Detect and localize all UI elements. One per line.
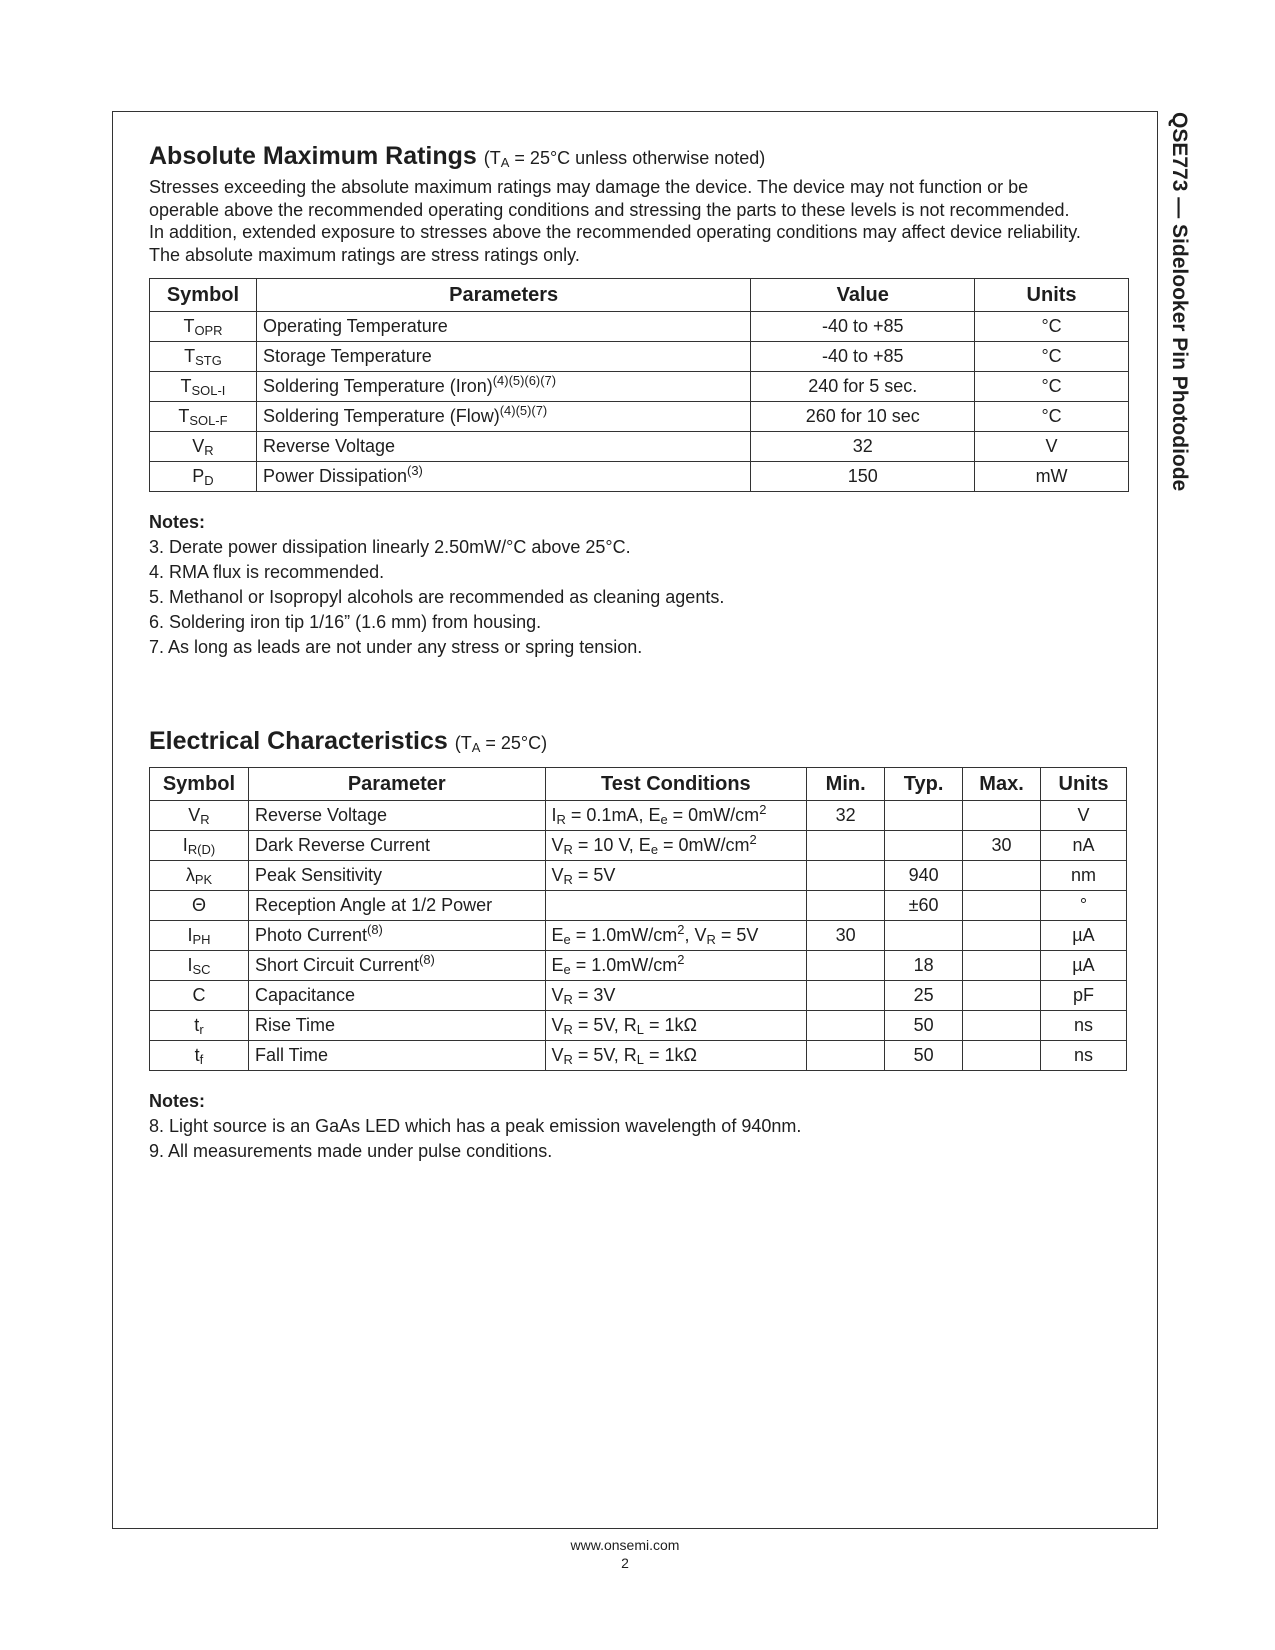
elec-condition: $(T_A = 25^\circ C)$ (454, 733, 548, 756)
abs-max-condition: ($T_A = 25^\circ C$ unless otherwise noted) (483, 148, 766, 171)
symbol-main: I (187, 955, 193, 975)
parameter-cell (248, 1041, 545, 1071)
symbol-main: I (187, 925, 193, 945)
max-cell (963, 861, 1041, 891)
col-header-test-conditions: Test Conditions (545, 768, 807, 801)
symbol-subscript: R (204, 443, 214, 459)
note-item: 8. Light source is an GaAs LED which has a peak emission wavelength of 940nm. (149, 1116, 802, 1136)
table-row (150, 801, 1127, 831)
symbol-cell (150, 432, 257, 462)
test-conditions-cell (545, 831, 807, 861)
intro-line: operable above the recommended operating conditions and stressing the parts to these levels is not recommended. (149, 199, 1070, 220)
test-condition-part: = 10 V, E (572, 835, 651, 855)
units-cell: ns (1041, 1011, 1127, 1041)
symbol-cell (150, 372, 257, 402)
max-cell: 30 (963, 831, 1041, 861)
min-cell (807, 861, 885, 891)
units-cell: nm (1041, 861, 1127, 891)
parameter-cell (248, 861, 545, 891)
test-conditions-cell (545, 801, 807, 831)
value-cell: 260 for 10 sec (751, 402, 975, 432)
test-conditions-cell (545, 891, 807, 921)
parameter-cell (248, 801, 545, 831)
notes-title: Notes: (149, 1091, 206, 1111)
table-row (150, 312, 1129, 342)
test-condition-part: V (551, 1045, 564, 1065)
note-item: 5. Methanol or Isopropyl alcohols are recommended as cleaning agents. (149, 587, 725, 607)
elec-table (149, 767, 1127, 1071)
units-cell: °C (975, 342, 1129, 372)
abs-max-intro (149, 176, 1129, 266)
symbol-subscript: STG (195, 353, 222, 369)
parameter-text: Peak Sensitivity (254, 865, 383, 885)
test-condition-part: = 0mW/cm (658, 835, 750, 855)
min-cell (807, 981, 885, 1011)
units-cell: µA (1041, 951, 1127, 981)
parameter-cell (248, 831, 545, 861)
symbol-cell (150, 402, 257, 432)
table-row (150, 342, 1129, 372)
min-cell: 30 (807, 921, 885, 951)
units-cell: V (975, 432, 1129, 462)
test-condition-part: e (650, 842, 659, 858)
abs-max-notes (149, 510, 1129, 660)
test-condition-part: I (551, 805, 557, 825)
symbol-cell (150, 342, 257, 372)
test-condition-part: = 1kΩ (644, 1015, 697, 1035)
parameter-cell (256, 342, 750, 372)
symbol-main: T (184, 346, 196, 366)
test-conditions-cell (545, 951, 807, 981)
symbol-subscript: OPR (194, 323, 223, 339)
value-cell: -40 to +85 (751, 342, 975, 372)
test-conditions-cell (545, 981, 807, 1011)
col-header-symbol: Symbol (150, 279, 257, 312)
test-condition-part: R (563, 1052, 573, 1068)
parameter-text: Reverse Voltage (262, 436, 396, 456)
units-cell: pF (1041, 981, 1127, 1011)
footer-url[interactable]: www.onsemi.com (570, 1537, 680, 1553)
test-condition-part: e (563, 932, 571, 948)
table-row (150, 432, 1129, 462)
parameter-cell (248, 921, 545, 951)
test-conditions-cell (545, 921, 807, 951)
min-cell (807, 1011, 885, 1041)
test-condition-part: = 1.0mW/cm (570, 955, 678, 975)
units-cell: µA (1041, 921, 1127, 951)
symbol-main: T (178, 406, 190, 426)
test-condition-part: V (551, 985, 564, 1005)
test-condition-part: E (551, 955, 564, 975)
symbol-main: t (194, 1045, 200, 1065)
symbol-subscript: PK (194, 872, 213, 888)
elec-table-body (150, 801, 1127, 1071)
value-cell: 32 (751, 432, 975, 462)
test-conditions-cell (545, 861, 807, 891)
symbol-main: V (188, 805, 201, 825)
symbol-main: t (194, 1015, 200, 1035)
parameter-cell (256, 432, 750, 462)
typ-cell: 940 (885, 861, 963, 891)
parameter-cell (248, 1011, 545, 1041)
test-condition-part: , V (684, 925, 707, 945)
elec-title: Electrical Characteristics (149, 727, 448, 755)
test-condition-part: L (636, 1052, 645, 1068)
parameter-text: Fall Time (254, 1045, 328, 1065)
max-cell (963, 951, 1041, 981)
abs-max-table (149, 278, 1129, 492)
abs-max-heading (149, 140, 1129, 174)
symbol-main: T (183, 316, 195, 336)
symbol-subscript: SOL-I (191, 383, 226, 399)
test-condition-part: 2 (749, 831, 757, 847)
table-header-row (150, 279, 1129, 312)
test-condition-part: = 5V, R (572, 1045, 637, 1065)
symbol-cell (150, 801, 249, 831)
intro-line: The absolute maximum ratings are stress ratings only. (149, 244, 580, 265)
symbol-subscript: f (199, 1052, 204, 1068)
test-condition-part: R (563, 872, 573, 888)
test-condition-part: R (563, 1022, 573, 1038)
table-row (150, 921, 1127, 951)
parameter-cell (248, 981, 545, 1011)
test-condition-part: 2 (677, 951, 685, 967)
min-cell (807, 831, 885, 861)
footer (0, 1536, 1250, 1572)
symbol-cell (150, 462, 257, 492)
test-condition-part: 2 (677, 921, 685, 937)
symbol-main: V (192, 436, 205, 456)
abs-max-title: Absolute Maximum Ratings (149, 142, 477, 170)
col-header-parameters: Parameters (256, 279, 750, 312)
symbol-main: T (180, 376, 192, 396)
max-cell (963, 1011, 1041, 1041)
test-condition-part: L (636, 1022, 645, 1038)
symbol-cell (150, 951, 249, 981)
symbol-main: C (192, 985, 206, 1005)
test-condition-part: e (660, 812, 668, 828)
test-condition-part: = 0.1mA, E (565, 805, 661, 825)
parameter-text: Storage Temperature (262, 346, 432, 366)
symbol-subscript: SOL-F (189, 413, 228, 429)
typ-cell: 50 (885, 1011, 963, 1041)
typ-cell (885, 921, 963, 951)
max-cell (963, 981, 1041, 1011)
symbol-main: λ (185, 865, 195, 885)
side-title: QSE773 — Sidelooker Pin Photodiode (1168, 112, 1191, 492)
note-reference: (8) (419, 951, 435, 967)
elec-heading (149, 725, 1129, 759)
value-cell: -40 to +85 (751, 312, 975, 342)
parameter-cell (256, 462, 750, 492)
col-header-min: Min. (807, 768, 885, 801)
symbol-cell (150, 1041, 249, 1071)
content (149, 140, 1129, 1164)
col-header-units: Units (1041, 768, 1127, 801)
symbol-main: Θ (191, 895, 206, 915)
intro-line: In addition, extended exposure to stresses above the recommended operating conditions may affect device reliability. (149, 222, 1081, 242)
parameter-text: Operating Temperature (262, 316, 448, 336)
units-cell: V (1041, 801, 1127, 831)
table-row (150, 951, 1127, 981)
symbol-main: I (182, 835, 188, 855)
test-condition-part: = 3V (572, 985, 616, 1005)
note-reference: (4)(5)(7) (499, 402, 548, 418)
units-cell: ° (1041, 891, 1127, 921)
units-cell: °C (975, 372, 1129, 402)
col-header-symbol: Symbol (150, 768, 249, 801)
note-item: 6. Soldering iron tip 1/16” (1.6 mm) from housing. (149, 612, 542, 632)
symbol-cell (150, 1011, 249, 1041)
symbol-cell (150, 831, 249, 861)
table-row (150, 981, 1127, 1011)
symbol-subscript: PH (192, 932, 211, 948)
symbol-subscript: D (204, 473, 214, 489)
max-cell (963, 921, 1041, 951)
test-condition-part: 2 (759, 801, 767, 817)
parameter-text: Short Circuit Current (254, 955, 420, 975)
units-cell: °C (975, 402, 1129, 432)
units-cell: ns (1041, 1041, 1127, 1071)
note-reference: (3) (407, 462, 423, 478)
abs-max-table-body (150, 312, 1129, 492)
typ-cell: ±60 (885, 891, 963, 921)
symbol-cell (150, 891, 249, 921)
symbol-cell (150, 312, 257, 342)
table-row (150, 402, 1129, 432)
parameter-text: Photo Current (254, 925, 368, 945)
test-condition-part: V (551, 1015, 564, 1035)
parameter-cell (256, 372, 750, 402)
note-item: 4. RMA flux is recommended. (149, 562, 385, 582)
note-item: 7. As long as leads are not under any stress or spring tension. (149, 637, 643, 657)
notes-title: Notes: (149, 512, 206, 532)
value-cell: 150 (751, 462, 975, 492)
typ-cell: 18 (885, 951, 963, 981)
symbol-main: P (192, 466, 205, 486)
symbol-subscript: R(D) (187, 842, 216, 858)
parameter-cell (248, 951, 545, 981)
typ-cell: 50 (885, 1041, 963, 1071)
test-condition-part: V (551, 865, 564, 885)
max-cell (963, 891, 1041, 921)
table-row (150, 1041, 1127, 1071)
note-item: 3. Derate power dissipation linearly 2.50mW/°C above 25°C. (149, 537, 631, 557)
test-condition-part: = 0mW/cm (667, 805, 760, 825)
col-header-units: Units (975, 279, 1129, 312)
parameter-text: Capacitance (254, 985, 356, 1005)
parameter-text: Soldering Temperature (Flow) (262, 406, 500, 426)
table-row (150, 861, 1127, 891)
typ-cell: 25 (885, 981, 963, 1011)
min-cell: 32 (807, 801, 885, 831)
test-conditions-cell (545, 1011, 807, 1041)
min-cell (807, 951, 885, 981)
value-cell: 240 for 5 sec. (751, 372, 975, 402)
test-condition-part: = 5V, R (572, 1015, 637, 1035)
test-condition-part: V (551, 835, 564, 855)
parameter-cell (248, 891, 545, 921)
symbol-subscript: R (200, 812, 210, 828)
test-conditions-cell (545, 1041, 807, 1071)
test-condition-part: R (556, 812, 566, 828)
max-cell (963, 1041, 1041, 1071)
elec-notes (149, 1089, 1129, 1164)
units-cell: nA (1041, 831, 1127, 861)
symbol-cell (150, 921, 249, 951)
intro-line: Stresses exceeding the absolute maximum ratings may damage the device. The device may not function or be (149, 177, 1029, 197)
parameter-text: Reverse Voltage (254, 805, 388, 825)
page-number: 2 (621, 1555, 629, 1571)
parameter-text: Reception Angle at 1/2 Power (254, 895, 493, 915)
typ-cell (885, 831, 963, 861)
table-row (150, 891, 1127, 921)
test-condition-part: R (563, 842, 573, 858)
table-row (150, 831, 1127, 861)
parameter-text: Power Dissipation (262, 466, 408, 486)
table-row (150, 372, 1129, 402)
test-condition-part: R (706, 932, 716, 948)
parameter-text: Dark Reverse Current (254, 835, 431, 855)
test-condition-part: = 5V (715, 925, 759, 945)
typ-cell (885, 801, 963, 831)
symbol-subscript: r (199, 1022, 204, 1038)
col-header-max: Max. (963, 768, 1041, 801)
units-cell: °C (975, 312, 1129, 342)
max-cell (963, 801, 1041, 831)
table-row (150, 462, 1129, 492)
min-cell (807, 1041, 885, 1071)
table-header-row (150, 768, 1127, 801)
table-row (150, 1011, 1127, 1041)
test-condition-part: e (563, 962, 571, 978)
col-header-typ: Typ. (885, 768, 963, 801)
units-cell: mW (975, 462, 1129, 492)
test-condition-part: R (563, 992, 573, 1008)
test-condition-part: = 5V (572, 865, 616, 885)
parameter-text: Rise Time (254, 1015, 335, 1035)
parameter-cell (256, 402, 750, 432)
symbol-cell (150, 861, 249, 891)
min-cell (807, 891, 885, 921)
col-header-parameter: Parameter (248, 768, 545, 801)
test-condition-part: E (551, 925, 564, 945)
symbol-subscript: SC (192, 962, 211, 978)
symbol-cell (150, 981, 249, 1011)
note-reference: (8) (367, 921, 383, 937)
parameter-text: Soldering Temperature (Iron) (262, 376, 493, 396)
note-item: 9. All measurements made under pulse conditions. (149, 1141, 553, 1161)
test-condition-part: = 1.0mW/cm (570, 925, 678, 945)
col-header-value: Value (751, 279, 975, 312)
note-reference: (4)(5)(6)(7) (492, 372, 557, 388)
test-condition-part: = 1kΩ (644, 1045, 697, 1065)
parameter-cell (256, 312, 750, 342)
